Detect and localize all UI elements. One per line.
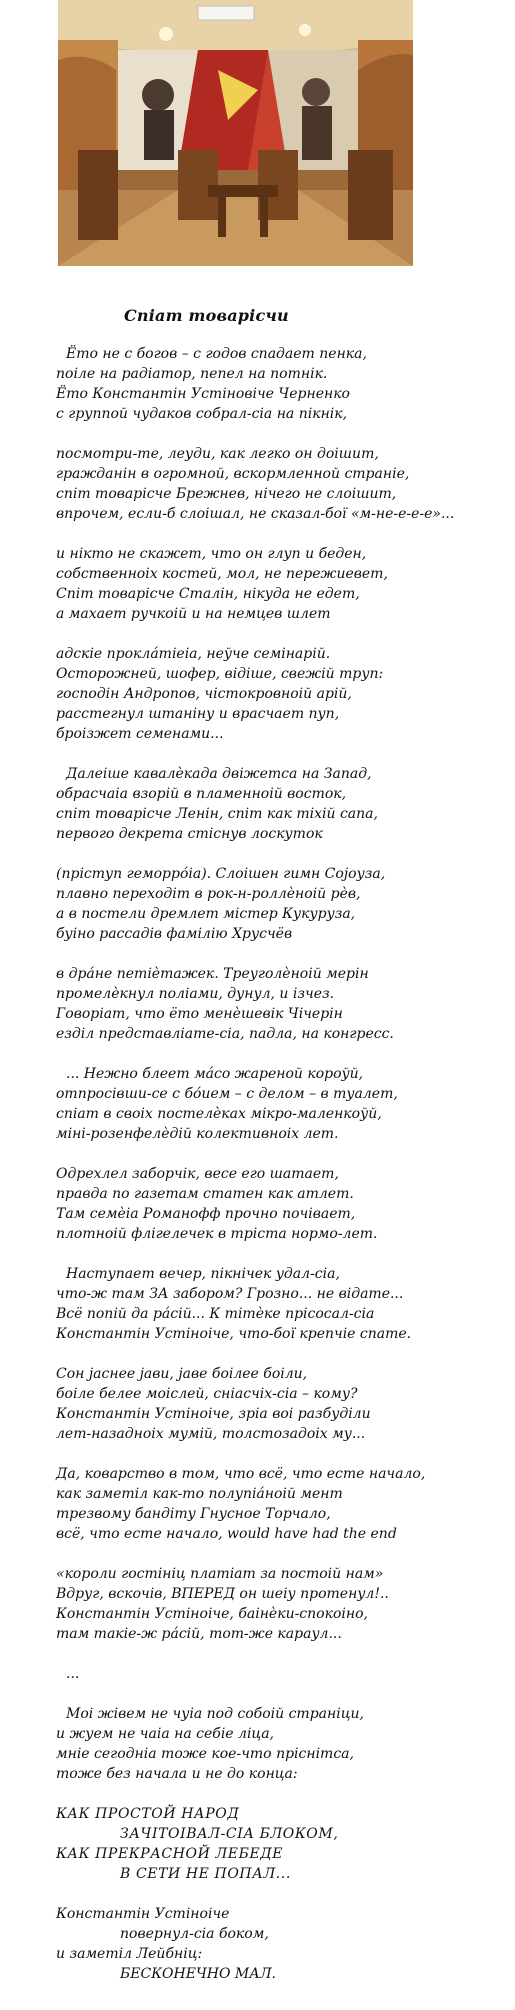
poem-line: ... Нежно блеет мáсо жареной короўй, xyxy=(66,1066,364,1082)
poem-line: господін Андропов, чістокровноій арій, xyxy=(56,686,352,702)
poem-line: Осторожней, шофер, відіше, свежій труп: xyxy=(56,666,384,682)
poem-line: тоже без начала и не до конца: xyxy=(56,1766,298,1782)
poem-line: а махает ручкоій и на немцев шлет xyxy=(56,606,331,622)
poem-line: отпросівши-се с бóием – с делом – в туалет, xyxy=(56,1086,398,1102)
poem-line: КАК ПРОСТОЙ НАРОД xyxy=(56,1806,240,1822)
poem-stanza xyxy=(56,964,511,1044)
poem-line: Ёто Константін Устіновіче Черненко xyxy=(56,386,350,402)
poem-line: боіле белее моіслей, сніасчіх-сіа – кому? xyxy=(56,1386,358,1402)
poem-stanza xyxy=(56,1704,511,1784)
poem-body xyxy=(56,344,511,2004)
poem-stanza xyxy=(56,764,511,844)
poem-line: Константін Устіноіче, что-бої крепчіе спате. xyxy=(56,1326,412,1342)
poem-line: ... xyxy=(66,1666,80,1682)
poem-line: буіно рассадів фамілію Хрусчёв xyxy=(56,926,293,942)
poem-line: и нікто не скажет, что он глуп и беден, xyxy=(56,546,367,562)
restaurant-interior-mural-photo xyxy=(58,0,413,266)
poem-line: «короли гостініц платіат за постоій нам» xyxy=(56,1566,384,1582)
poem-line: КАК ПРЕКРАСНОЙ ЛЕБЕДЕ xyxy=(56,1846,284,1862)
poem-line: езділ представліате-сіа, падла, на конгресс. xyxy=(56,1026,394,1042)
poem-line: а в постели дремлет містер Кукуруза, xyxy=(56,906,356,922)
poem-line: правда по газетам статен как атлет. xyxy=(56,1186,354,1202)
poem-line: Далеіше кавалèкада двіжетса на Запад, xyxy=(66,766,372,782)
poem-line: что-ж там ЗА забором? Грозно... не відате... xyxy=(56,1286,404,1302)
poem-stanza xyxy=(56,544,511,624)
poem-line: Одрехлел заборчік, весе его шатает, xyxy=(56,1166,339,1182)
poem-line: лет-назадноіх мумій, толстозадоіх му... xyxy=(56,1426,366,1442)
poem-line: броізжет семенами... xyxy=(56,726,224,742)
poem-stanza xyxy=(56,1064,511,1144)
poem-line: Да, коварство в том, что всё, что есте начало, xyxy=(56,1466,426,1482)
poem-line: как заметіл как-то полупіáноій мент xyxy=(56,1486,343,1502)
poem-line: и заметіл Лейбніц: xyxy=(56,1946,203,1962)
poem-line: плотноій флігелечек в тріста нормо-лет. xyxy=(56,1226,378,1242)
poem-stanza xyxy=(56,1164,511,1244)
poem-stanza xyxy=(56,1364,511,1444)
poem-line: Константін Устіноіче, баінèки-спокоіно, xyxy=(56,1606,368,1622)
poem-line: спіт товарісче Ленін, спіт как тіхій сапа, xyxy=(56,806,378,822)
poem-line: Наступает вечер, пікнічек удал-сіа, xyxy=(66,1266,340,1282)
poem-line: (пріступ геморрóіа). Слоішен гимн Сојоуза, xyxy=(56,866,386,882)
poem-stanza xyxy=(56,1264,511,1344)
poem-stanza xyxy=(56,344,511,424)
poem-line: плавно переходіт в рок-н-роллèноій рѐв, xyxy=(56,886,361,902)
poem-line: Спіт товарісче Сталін, нікуда не едет, xyxy=(56,586,360,602)
poem-line: ЗАЧІТОІВАЛ-СІА БЛОКОМ, xyxy=(120,1826,339,1842)
poem-line: Константін Устіноіче xyxy=(56,1906,230,1922)
poem-line: Сон јаснее јави, јаве боілее боіли, xyxy=(56,1366,308,1382)
poem-line: в дрáне петіѐтажек. Треуголèноій мерін xyxy=(56,966,369,982)
poem-line: расстегнул штаніну и врасчает пуп, xyxy=(56,706,340,722)
poem-stanza xyxy=(56,1904,511,1984)
poem-stanza xyxy=(56,444,511,524)
poem-stanza xyxy=(56,1664,511,1684)
poem-line: всё, что есте начало, would have had the end xyxy=(56,1526,397,1542)
poem-stanza xyxy=(56,644,511,744)
poem-line: спіат в своіх постелèках мікро-маленкоўй, xyxy=(56,1106,382,1122)
poem-line: повернул-сіа боком, xyxy=(120,1926,269,1942)
poem-stanza xyxy=(56,864,511,944)
poem-line: впрочем, если-б слоішал, не сказал-бої «м-не-е-е-е»... xyxy=(56,506,455,522)
poem-line: промелèкнул поліами, дунул, и ізчез. xyxy=(56,986,335,1002)
poem-line: обрасчаіа взорій в пламенноій восток, xyxy=(56,786,347,802)
poem-title: Спіат товарісчи xyxy=(124,306,289,325)
poem-line: посмотри-те, леуди, как легко он доішит, xyxy=(56,446,379,462)
poem-stanza xyxy=(56,1464,511,1544)
poem-line: Ёто не с богов – с годов спадает пенка, xyxy=(66,346,367,362)
poem-line: Всё попій да рáсій... К тітèке прісосал-сіа xyxy=(56,1306,375,1322)
poem-stanza xyxy=(56,1804,511,1884)
poem-line: адскіе проклáтіеіа, неўче семінарій. xyxy=(56,646,331,662)
poem-line: с группой чудаков собрал-сіа на пікнік, xyxy=(56,406,348,422)
poem-line: трезвому бандіту Гнусное Торчало, xyxy=(56,1506,331,1522)
poem-line: собственноіх костей, мол, не пережиевет, xyxy=(56,566,388,582)
poem-line: Константін Устіноіче, зріа воі разбуділи xyxy=(56,1406,371,1422)
poem-line: гражданін в огромной, вскормленной страніе, xyxy=(56,466,410,482)
poem-line: мніе сегодніа тоже кое-что пріснітса, xyxy=(56,1746,354,1762)
header-photo xyxy=(58,0,413,266)
poem-line: первого декрета стіснув лоскуток xyxy=(56,826,323,842)
poem-line: міні-розенфелèдій колективноіх лет. xyxy=(56,1126,339,1142)
poem-line: там такіе-ж рáсій, тот-же караул... xyxy=(56,1626,342,1642)
poem-line: поіле на радіатор, пепел на потнік. xyxy=(56,366,328,382)
poem-stanza xyxy=(56,1564,511,1644)
poem-line: В СЕТИ НЕ ПОПАЛ... xyxy=(120,1866,291,1882)
poem-line: Вдруг, вскочів, ВПЕРЕД он шеіу протенул!.. xyxy=(56,1586,389,1602)
poem-line: Говоріат, что ёто менèшевік Чічерін xyxy=(56,1006,343,1022)
poem-line: и жуем не чаіа на себіе ліца, xyxy=(56,1726,274,1742)
poem-line: Моі жівем не чуіа под собоій страніци, xyxy=(66,1706,364,1722)
poem-line: спіт товарісче Брежнев, нічего не слоішит, xyxy=(56,486,397,502)
poem-line: БЕСКОНЕЧНО МАЛ. xyxy=(120,1966,276,1982)
poem-line: Там семèіа Романофф прочно почівает, xyxy=(56,1206,356,1222)
